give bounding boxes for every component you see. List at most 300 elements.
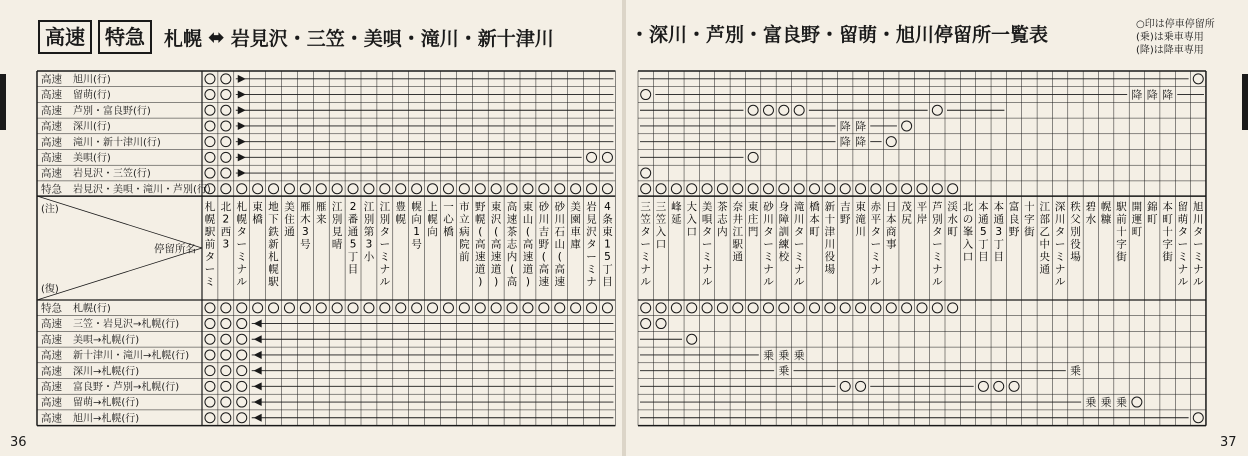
inbound-row-stop-mark [779, 303, 789, 313]
inbound-route-name: 三笠・岩見沢→札幌(行) [73, 319, 180, 331]
stop-name-char: 来 [316, 213, 327, 226]
stop-name-char: 丁 [978, 238, 989, 251]
stop-name-char: 園 [570, 213, 581, 226]
inbound-route-name: 札幌(行) [73, 303, 111, 315]
stop-name-char: 旭 [1193, 201, 1204, 213]
stop-name-char: 5 [604, 251, 611, 263]
inbound-row-board-mark: 乗 [778, 348, 790, 362]
left-page-stop-header [586, 200, 597, 288]
left-page-stop-header [348, 201, 359, 276]
stop-name-char: ナ [763, 263, 774, 276]
stop-name-char: ) [478, 276, 483, 288]
corner-return-label: (復) [41, 284, 59, 295]
left-page-stop-header [459, 200, 470, 263]
stop-name-char: 入 [686, 213, 697, 226]
right-page-stop-header [1024, 200, 1035, 238]
inbound-row-stop-mark [237, 319, 247, 329]
stop-name-char: ー [870, 238, 882, 251]
stop-name-char: 乙 [1039, 226, 1051, 238]
stop-name-char: 札 [268, 251, 279, 263]
express-badge: 高速 [38, 20, 92, 54]
stop-name-char: 十 [1024, 201, 1035, 213]
inbound-row-stop-mark [763, 303, 773, 313]
stop-name-char: 役 [1070, 238, 1081, 251]
stop-name-char: 芦 [932, 201, 943, 213]
outbound-row-stop-mark [886, 137, 896, 147]
inbound-row-stop-mark [237, 413, 247, 423]
outbound-row-stop-mark [902, 121, 912, 131]
stop-name-char: 本 [886, 213, 897, 226]
inbound-row-stop-mark [332, 303, 342, 313]
outbound-row-direction-arrow [238, 153, 246, 161]
inbound-row-stop-mark [205, 397, 215, 407]
stop-name-char: 峯 [962, 226, 974, 238]
double-arrow-icon: ⬌ [208, 25, 225, 49]
stop-name-char: ル [1193, 276, 1204, 288]
stop-name-char: ミ [793, 251, 805, 263]
outbound-route-kind: 高速 [41, 152, 62, 164]
stop-name-char: ナ [1054, 263, 1066, 276]
right-page-stop-header [901, 200, 912, 226]
stop-name-char: 水 [1085, 213, 1097, 226]
left-page-stop-header [602, 201, 613, 288]
outbound-row-stop-mark [1193, 74, 1203, 84]
outbound-row-stop-mark [284, 184, 294, 194]
outbound-row-stop-mark [602, 152, 612, 162]
stop-name-char: 通 [1039, 263, 1051, 276]
stop-name-char: ー [763, 238, 774, 251]
stop-name-char: 新 [824, 201, 836, 213]
stop-name-char: 条 [602, 213, 613, 226]
outbound-row-alight-mark: 降 [855, 119, 867, 133]
left-page-stop-header [221, 201, 232, 251]
stop-name-char: 砂 [554, 201, 565, 213]
stop-name-char: 道 [475, 263, 486, 276]
stop-name-char: 別 [331, 213, 343, 226]
stop-name-char: 目 [993, 251, 1004, 263]
stop-name-char: 川 [824, 238, 836, 251]
outbound-route-kind: 高速 [41, 167, 62, 180]
stop-name-char: 川 [554, 213, 565, 226]
right-page-stop-header [809, 200, 820, 238]
inbound-row-stop-mark [221, 397, 231, 407]
outbound-row-stop-mark [555, 184, 565, 194]
left-page-stop-header [364, 201, 375, 263]
outbound-row-direction-arrow [238, 138, 246, 146]
stop-name-char: 茶 [506, 226, 518, 238]
stop-name-char: ( [557, 251, 562, 263]
stop-name-char: 高 [490, 238, 502, 251]
stop-name-char: 目 [347, 263, 359, 276]
stop-name-char: 井 [732, 213, 744, 226]
right-page-stop-header [763, 200, 774, 288]
stop-name-char: 幌 [1100, 201, 1112, 213]
stop-name-char: ー [586, 251, 597, 263]
stop-name-char: 大 [686, 201, 697, 213]
stop-name-char: 向 [427, 226, 438, 238]
stop-name-char: ミ [701, 251, 713, 263]
stop-name-char: ナ [640, 263, 651, 276]
right-page-stop-header [1178, 200, 1189, 288]
stop-name-char: ー [236, 238, 247, 251]
stop-name-char: 庫 [570, 238, 581, 251]
stop-name-char: 目 [978, 251, 989, 263]
stop-name-char: 障 [778, 213, 790, 226]
stop-name-char: 町 [947, 226, 958, 238]
outbound-row-stop-mark [475, 184, 485, 194]
stop-name-char: ナ [1193, 263, 1204, 276]
stop-name-char: 1 [413, 226, 420, 238]
stop-name-char: 美 [701, 201, 713, 213]
stop-name-char: 本 [978, 201, 989, 213]
stop-name-char: 幌 [427, 213, 438, 226]
stop-name-char: 上 [427, 201, 438, 213]
right-page-stop-header [963, 201, 974, 263]
stop-name-char: 富 [1008, 201, 1020, 213]
inbound-row-board-mark: 乗 [762, 348, 774, 362]
stop-name-char: 三 [655, 201, 667, 213]
stop-name-char: 笠 [640, 213, 651, 226]
stop-name-char: 十 [1162, 226, 1173, 238]
inbound-row-direction-arrow [254, 398, 262, 406]
outbound-row-direction-arrow [238, 75, 246, 83]
stop-name-char: ミ [204, 276, 216, 288]
legend-board-only: (乗)は乗車専用 [1136, 32, 1204, 43]
stop-name-char: 速 [538, 276, 550, 288]
outbound-row-stop-mark [205, 90, 215, 100]
inbound-row-stop-mark [587, 303, 597, 313]
stop-name-char: 深 [1054, 201, 1066, 213]
stop-name-char: ( [494, 226, 499, 238]
stop-name-char: 晴 [331, 238, 343, 251]
outbound-row-stop-mark [459, 184, 469, 194]
stop-name-char: 川 [793, 213, 805, 226]
stop-name-char: 前 [459, 251, 470, 263]
inbound-row-stop-mark [717, 303, 727, 313]
outbound-row-stop-mark [602, 184, 612, 194]
outbound-row-alight-mark: 降 [855, 135, 867, 149]
stop-name-char: 街 [1116, 251, 1127, 263]
outbound-row-stop-mark [948, 184, 958, 194]
stop-name-char: 別 [379, 213, 391, 226]
stop-name-char: ル [640, 276, 651, 288]
outbound-route-name: 岩見沢・美唄・滝川・芦別(行) [73, 184, 211, 196]
right-page-stop-header [1070, 200, 1081, 263]
outbound-row-stop-mark [253, 184, 263, 194]
inbound-route-name: 旭川→札幌(行) [73, 413, 140, 425]
stop-name-char: 町 [809, 226, 820, 238]
outbound-row-stop-mark [221, 121, 231, 131]
outbound-route-name: 岩見沢・三笠(行) [73, 168, 151, 180]
stop-name-char: 平 [916, 201, 928, 213]
stop-name-char: 吉 [538, 226, 550, 238]
stop-name-char: 速 [522, 251, 534, 263]
stop-name-char: 水 [947, 213, 958, 226]
stop-name-char: 目 [602, 276, 613, 288]
stop-name-char: 橋 [443, 226, 454, 238]
stop-name-char: 別 [363, 213, 375, 226]
inbound-row-stop-mark [237, 303, 247, 313]
stop-name-char: タ [701, 226, 713, 238]
outbound-row-stop-mark [671, 184, 681, 194]
stop-name-char: 滝 [855, 213, 866, 226]
outbound-row-stop-mark [364, 184, 374, 194]
outbound-row-stop-mark [523, 184, 533, 194]
stop-name-char: 砂 [763, 201, 774, 213]
outbound-row-stop-mark [205, 137, 215, 147]
stop-name-char: 木 [300, 213, 311, 226]
stop-name-char: 沢 [490, 213, 502, 226]
stop-name-char: 東 [522, 201, 534, 213]
stop-name-char: 商 [886, 226, 897, 238]
stop-name-char: ナ [870, 263, 882, 276]
inbound-row-stop-mark [396, 303, 406, 313]
outbound-route-name: 深川(行) [73, 121, 111, 133]
outbound-row-stop-mark [507, 184, 517, 194]
stop-name-char: 志 [506, 238, 518, 251]
left-page-stop-header [443, 201, 454, 238]
stop-name-char: 下 [268, 213, 279, 226]
stop-name-char: 川 [1193, 213, 1204, 226]
stop-name-char: 高 [538, 263, 550, 276]
stop-name-char: 事 [886, 238, 897, 251]
stop-name-char: ル [870, 276, 882, 288]
outbound-route-name: 美唄(行) [73, 153, 111, 164]
inbound-row-stop-mark [237, 366, 247, 376]
outbound-route-name: 滝川・新十津川(行) [73, 137, 161, 149]
stop-name-char: 平 [870, 213, 882, 226]
right-page-stop-header [825, 201, 836, 276]
stop-name-char: 通 [993, 213, 1004, 226]
stop-name-char: 4 [604, 201, 611, 213]
inbound-row-stop-mark [221, 319, 231, 329]
stop-name-char: 砂 [538, 201, 550, 213]
right-page-stop-header [1055, 201, 1066, 288]
stop-name-char: 町 [1131, 226, 1143, 238]
stop-name-char: ミ [763, 251, 774, 263]
stop-name-char: 身 [778, 201, 790, 213]
inbound-row-board-mark: 乗 [1069, 364, 1081, 378]
title-destinations-continued: ・深川・芦別・富良野・留萌・旭川停留所一覧表 [630, 24, 1049, 46]
stop-name-char: 央 [1039, 251, 1051, 263]
inbound-route-name: 美唄→札幌(行) [73, 334, 140, 346]
outbound-row-stop-mark [825, 184, 835, 194]
stop-name-char: 住 [284, 213, 295, 226]
stop-name-char: 2 [222, 213, 230, 226]
inbound-row-stop-mark [507, 303, 517, 313]
outbound-row-stop-mark [221, 168, 231, 178]
stop-name-char: 幌 [395, 213, 406, 226]
stop-name-char: 野 [475, 201, 486, 213]
stop-name-char: 鉄 [268, 226, 279, 238]
inbound-route-name: 深川→札幌(行) [73, 366, 140, 378]
inbound-route-name: 新十津川・滝川→札幌(行) [73, 350, 190, 362]
inbound-row-stop-mark [794, 303, 804, 313]
inbound-row-stop-mark [523, 303, 533, 313]
stop-name-char: 字 [1162, 238, 1173, 251]
right-page-stop-header [640, 201, 651, 288]
inbound-row-stop-mark [656, 303, 666, 313]
inbound-route-kind: 特急 [41, 302, 62, 315]
stop-name-char: 駅 [732, 238, 744, 251]
outbound-route-kind: 特急 [41, 183, 62, 196]
stop-name-char: 幌 [236, 213, 247, 226]
stop-name-char: タ [870, 226, 882, 238]
stop-name-char: 志 [717, 213, 728, 226]
stop-name-char: 駅 [268, 276, 279, 288]
page-number-left: 36 [10, 435, 27, 450]
inbound-row-stop-mark [412, 303, 422, 313]
stop-name-char: 父 [1070, 213, 1081, 226]
stop-name-char: 3 [302, 226, 309, 238]
stop-name-char: 野 [538, 238, 550, 251]
inbound-row-stop-mark [380, 303, 390, 313]
stop-name-char: 高 [554, 263, 565, 276]
stop-name-char: ナ [586, 276, 597, 288]
inbound-row-stop-mark [253, 303, 263, 313]
stop-name-char: 川 [538, 213, 550, 226]
outbound-row-stop-mark [412, 184, 422, 194]
inbound-route-kind: 高速 [41, 349, 62, 362]
stop-name-char: ル [932, 276, 943, 288]
inbound-row-stop-mark [348, 303, 358, 313]
stop-name-char: 江 [732, 226, 744, 238]
outbound-row-stop-mark [539, 184, 549, 194]
stop-name-char: 萌 [1177, 213, 1189, 226]
stop-name-char: 幌 [475, 213, 486, 226]
stop-name-char: 渓 [947, 201, 958, 213]
left-page-stop-header [539, 200, 550, 288]
outbound-row-stop-mark [641, 168, 651, 178]
stop-name-char: タ [763, 226, 774, 238]
right-page-stop-header [871, 200, 882, 288]
stop-name-char: 通 [347, 226, 359, 238]
inbound-row-stop-mark [269, 303, 279, 313]
stop-name-char: 口 [686, 226, 697, 238]
stop-name-char: 場 [1070, 251, 1081, 263]
title-origin: 札幌 [164, 27, 203, 50]
stop-name-char: ー [793, 238, 805, 251]
inbound-row-stop-mark [917, 303, 927, 313]
inbound-row-stop-mark [1132, 397, 1142, 407]
stop-name-char: 美 [570, 201, 581, 213]
outbound-row-stop-mark [641, 184, 651, 194]
right-page-stop-header [978, 200, 989, 263]
stop-name-char: 札 [204, 201, 216, 213]
inbound-row-stop-mark [475, 303, 485, 313]
stop-name-char: 橋 [809, 201, 820, 213]
stop-name-char: 日 [886, 201, 897, 213]
stop-name-char: 速 [490, 251, 502, 263]
stop-name-char: 茂 [901, 201, 912, 213]
stop-name-char: 留 [1177, 201, 1189, 213]
stop-name-char: 小 [363, 251, 375, 263]
stop-name-char: 橋 [252, 213, 263, 226]
outbound-row-stop-mark [332, 184, 342, 194]
stop-name-char: ミ [586, 263, 597, 276]
stop-name-char: ナ [793, 263, 805, 276]
outbound-row-stop-mark [748, 152, 758, 162]
stop-name-char: 見 [331, 226, 343, 238]
stop-name-char: 門 [747, 226, 759, 238]
outbound-route-kind: 高速 [41, 136, 62, 149]
inbound-route-kind: 高速 [41, 396, 62, 409]
stop-name-char: 通 [978, 213, 989, 226]
left-page-stop-header [300, 201, 311, 251]
stop-name-char: 沢 [586, 226, 597, 238]
stop-name-char: 幌 [411, 201, 422, 213]
stop-name-char: 校 [778, 251, 790, 263]
outbound-row-stop-mark [748, 105, 758, 115]
stop-name-char: 字 [1024, 213, 1035, 226]
stop-name-char: 1 [604, 238, 611, 251]
left-page-stop-header [475, 201, 486, 288]
stop-name-char: 町 [1162, 213, 1173, 226]
stop-name-char: 雁 [300, 201, 311, 213]
stop-name-char: 号 [411, 238, 422, 251]
inbound-row-stop-mark [205, 366, 215, 376]
inbound-row-stop-mark [671, 303, 681, 313]
stop-name-char: 丁 [602, 263, 613, 276]
stop-name-char: 高 [506, 276, 518, 288]
inbound-row-board-mark: 乗 [1100, 396, 1112, 410]
inbound-row-stop-mark [902, 303, 912, 313]
inbound-row-stop-mark [284, 303, 294, 313]
stop-name-char: 駅 [204, 226, 216, 238]
stop-name-char: タ [1054, 226, 1066, 238]
stop-name-char: 東 [490, 201, 502, 213]
corner-note: (注) [41, 204, 59, 215]
stop-name-char: ー [1193, 238, 1204, 251]
stop-name-char: 見 [586, 213, 597, 226]
inbound-row-stop-mark [856, 303, 866, 313]
outbound-route-kind: 高速 [41, 104, 62, 117]
right-page-stop-header [855, 200, 866, 238]
right-page-stop-header [1132, 201, 1143, 238]
outbound-row-stop-mark [221, 184, 231, 194]
outbound-row-stop-mark [221, 137, 231, 147]
inbound-row-stop-mark [539, 303, 549, 313]
outbound-row-stop-mark [221, 152, 231, 162]
stop-name-char: 市 [459, 201, 470, 213]
stop-name-char: 心 [443, 213, 454, 226]
stop-name-char: 本 [809, 213, 820, 226]
outbound-row-stop-mark [794, 105, 804, 115]
outbound-row-alight-mark: 降 [839, 119, 851, 133]
right-page-stop-header [732, 200, 744, 263]
stop-name-char: 通 [284, 226, 295, 238]
stop-name-char: 町 [1146, 213, 1158, 226]
inbound-row-board-mark: 乗 [1085, 396, 1097, 410]
outbound-row-stop-mark [205, 74, 215, 84]
right-page-stop-header [748, 200, 759, 238]
stop-name-char: 茶 [717, 201, 728, 213]
stop-name-char: 津 [824, 226, 836, 238]
inbound-row-stop-mark [491, 303, 501, 313]
inbound-row-stop-mark [205, 350, 215, 360]
left-page-stop-header [411, 200, 422, 251]
inbound-row-stop-mark [687, 303, 697, 313]
stop-name-char: 速 [506, 213, 518, 226]
right-page-stop-header [1009, 200, 1020, 238]
inbound-row-stop-mark [221, 303, 231, 313]
stop-name-char: 車 [570, 226, 581, 238]
stop-name-char: 5 [349, 238, 357, 251]
page-number-right: 37 [1220, 435, 1237, 450]
stop-name-char: の [962, 213, 974, 226]
stop-name-char: ) [525, 276, 531, 288]
outbound-row-stop-mark [316, 184, 326, 194]
